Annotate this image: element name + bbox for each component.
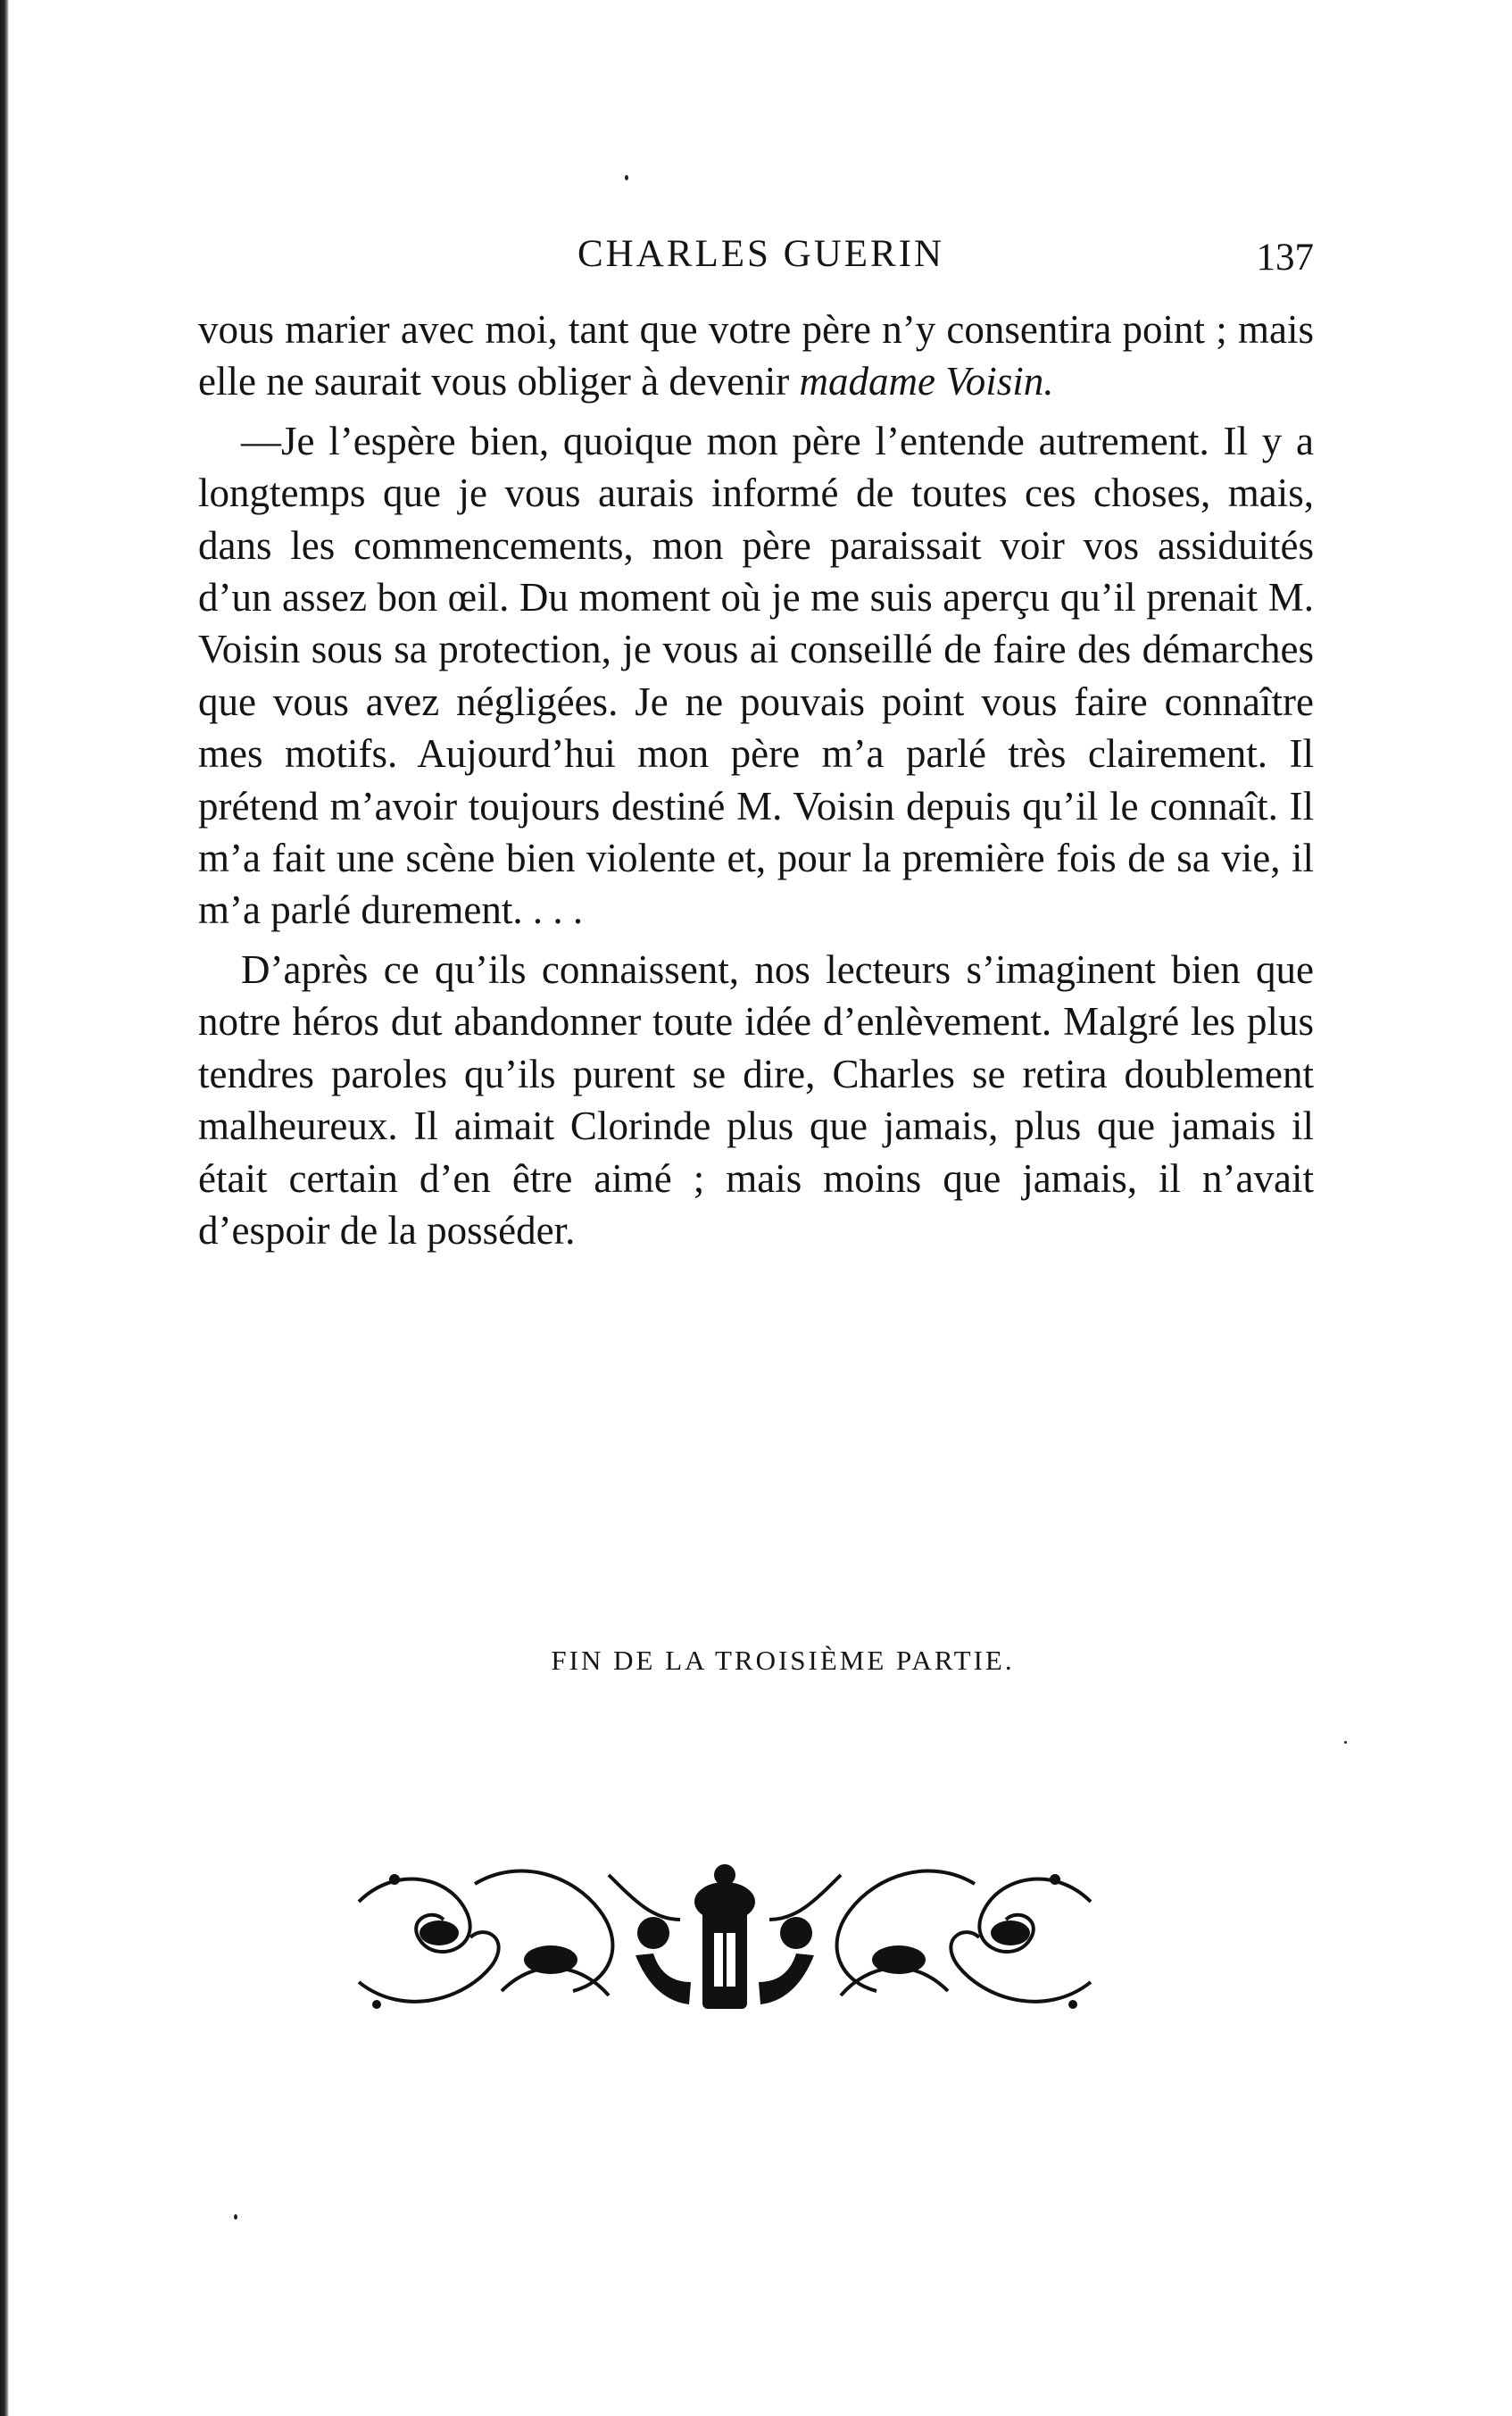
italic-name: madame Voisin. (799, 359, 1054, 404)
paragraph-continued (198, 304, 1314, 408)
running-title: CHARLES GUERIN (577, 233, 945, 275)
ornamental-tailpiece-icon (341, 1848, 1109, 2027)
end-of-part-label: FIN DE LA TROISIÈME PARTIE. (551, 1645, 1015, 1676)
paragraph-narration: D’après ce qu’ils connaissent, nos lecteurs s’imaginent bien que notre héros dut abandonner toute idée d’enlèvement. Malgré les plus tendres paroles qu’ils purent se dire, Charles se retira doublement malheureux. Il aimait Clorinde plus que jamais, plus que jamais il était certain d’en être aimé ; mais moins que jamais, il n’avait d’espoir de la posséder. (198, 946, 1314, 1253)
page-number: 137 (1256, 237, 1314, 279)
running-head (198, 228, 1314, 281)
paragraph-dialogue: —Je l’espère bien, quoique mon père l’entende autrement. Il y a longtemps que je vous aurais informé de toutes ces choses, mais, dans les commencements, mon père paraissait voir vos assiduités d’un assez bon œil. Du moment où je me suis aperçu qu’il prenait M. Voisin sous sa protection, je vous ai conseillé de faire des démarches que vous avez négligées. Je ne pouvais point vous faire connaître mes motifs. Aujourd’hui mon père m’a parlé très clairement. Il prétend m’avoir toujours destiné M. Voisin depuis qu’il le connaît. Il m’a fait une scène bien violente et, pour la première fois de sa vie, il m’a parlé durement. . . . (198, 418, 1314, 933)
print-speck (625, 175, 628, 180)
print-speck (1344, 1741, 1347, 1744)
page-binding-edge (0, 0, 9, 2416)
paragraph-text: vous marier avec moi, tant que votre père n’y consentira point ; mais elle ne saurait vous obliger à devenir (198, 307, 1314, 404)
body-text (198, 304, 1314, 1256)
print-speck (234, 2214, 237, 2220)
